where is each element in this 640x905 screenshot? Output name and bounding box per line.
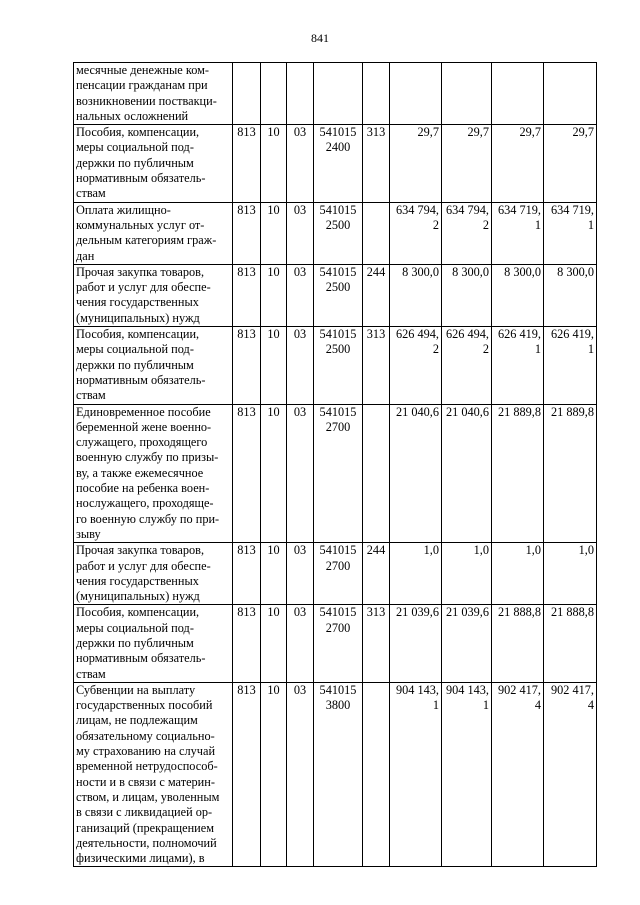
- table-row: [74, 63, 597, 125]
- table-row: [74, 202, 597, 264]
- rz-code-cell: 10: [261, 125, 287, 202]
- csr-code-cell: 541015 2500: [314, 327, 363, 404]
- row-name-cell: Субвенции на выплату государственных пособий лицам, не подлежащим обязательному социально- му страхованию на случай временной нетрудоспособ- ности и в связи с материн- ством, и лицам, уволенным в связи с ликвидацией ор- ганизаций (прекращением деятельности, полномочий физическими лицами), в: [74, 682, 233, 867]
- amount-1-cell: 634 794, 2: [390, 202, 442, 264]
- pr-code-cell: 03: [287, 682, 314, 867]
- amount-1-cell: 626 494, 2: [390, 327, 442, 404]
- row-name-cell: месячные денежные ком- пенсации гражданам при возникновении поствакци- нальных осложнений: [74, 63, 233, 125]
- amount-2-cell: 21 040,6: [442, 404, 492, 543]
- pr-code-cell: 03: [287, 327, 314, 404]
- amount-1-cell: 21 039,6: [390, 605, 442, 682]
- rz-code-cell: 10: [261, 404, 287, 543]
- amount-2-cell: 1,0: [442, 543, 492, 605]
- amount-3-cell: 634 719, 1: [492, 202, 544, 264]
- row-name-cell: Пособия, компенсации, меры социальной под- держки по публичным нормативным обязатель- ствам: [74, 605, 233, 682]
- table-row: [74, 543, 597, 605]
- csr-code-cell: [314, 63, 363, 125]
- vr-code-cell: [363, 404, 390, 543]
- vr-code-cell: 313: [363, 327, 390, 404]
- amount-1-cell: 21 040,6: [390, 404, 442, 543]
- vr-code-cell: 244: [363, 264, 390, 326]
- amount-1-cell: 8 300,0: [390, 264, 442, 326]
- ved-code-cell: 813: [233, 264, 261, 326]
- amount-1-cell: 29,7: [390, 125, 442, 202]
- amount-2-cell: 634 794, 2: [442, 202, 492, 264]
- csr-code-cell: 541015 3800: [314, 682, 363, 867]
- amount-4-cell: [544, 63, 597, 125]
- pr-code-cell: 03: [287, 605, 314, 682]
- csr-code-cell: 541015 2500: [314, 202, 363, 264]
- row-name-cell: Прочая закупка товаров, работ и услуг для обеспе- чения государственных (муниципальных) нужд: [74, 264, 233, 326]
- rz-code-cell: 10: [261, 543, 287, 605]
- ved-code-cell: 813: [233, 404, 261, 543]
- amount-4-cell: 21 888,8: [544, 605, 597, 682]
- amount-4-cell: 634 719, 1: [544, 202, 597, 264]
- page-number: 841: [311, 31, 329, 45]
- vr-code-cell: 313: [363, 605, 390, 682]
- ved-code-cell: 813: [233, 125, 261, 202]
- pr-code-cell: 03: [287, 404, 314, 543]
- table-row: [74, 404, 597, 543]
- amount-1-cell: [390, 63, 442, 125]
- rz-code-cell: 10: [261, 605, 287, 682]
- vr-code-cell: [363, 202, 390, 264]
- row-name-cell: Единовременное пособие беременной жене военно- служащего, проходящего военную службу по призы- ву, а также ежемесячное пособие на ребенка воен- нослужащего, проходяще- го военную службу по при- зыву: [74, 404, 233, 543]
- amount-1-cell: 1,0: [390, 543, 442, 605]
- pr-code-cell: 03: [287, 125, 314, 202]
- budget-table: [73, 62, 597, 867]
- row-name-cell: Оплата жилищно- коммунальных услуг от- дельным категориям граж- дан: [74, 202, 233, 264]
- amount-2-cell: 8 300,0: [442, 264, 492, 326]
- table-row: [74, 327, 597, 404]
- csr-code-cell: 541015 2700: [314, 404, 363, 543]
- amount-3-cell: 902 417, 4: [492, 682, 544, 867]
- amount-3-cell: 21 888,8: [492, 605, 544, 682]
- row-name-cell: Прочая закупка товаров, работ и услуг для обеспе- чения государственных (муниципальных) нужд: [74, 543, 233, 605]
- table-row: [74, 125, 597, 202]
- rz-code-cell: 10: [261, 202, 287, 264]
- amount-3-cell: 626 419, 1: [492, 327, 544, 404]
- csr-code-cell: 541015 2500: [314, 264, 363, 326]
- amount-2-cell: 29,7: [442, 125, 492, 202]
- amount-2-cell: 904 143, 1: [442, 682, 492, 867]
- amount-2-cell: 626 494, 2: [442, 327, 492, 404]
- vr-code-cell: 244: [363, 543, 390, 605]
- amount-4-cell: 626 419, 1: [544, 327, 597, 404]
- table-row: [74, 682, 597, 867]
- ved-code-cell: 813: [233, 543, 261, 605]
- amount-3-cell: 21 889,8: [492, 404, 544, 543]
- table-row: [74, 605, 597, 682]
- amount-3-cell: [492, 63, 544, 125]
- vr-code-cell: 313: [363, 125, 390, 202]
- amount-4-cell: 29,7: [544, 125, 597, 202]
- amount-2-cell: [442, 63, 492, 125]
- pr-code-cell: [287, 63, 314, 125]
- csr-code-cell: 541015 2700: [314, 605, 363, 682]
- rz-code-cell: 10: [261, 327, 287, 404]
- amount-3-cell: 8 300,0: [492, 264, 544, 326]
- amount-3-cell: 1,0: [492, 543, 544, 605]
- amount-4-cell: 902 417, 4: [544, 682, 597, 867]
- ved-code-cell: 813: [233, 605, 261, 682]
- csr-code-cell: 541015 2700: [314, 543, 363, 605]
- vr-code-cell: [363, 682, 390, 867]
- amount-4-cell: 21 889,8: [544, 404, 597, 543]
- csr-code-cell: 541015 2400: [314, 125, 363, 202]
- ved-code-cell: 813: [233, 202, 261, 264]
- pr-code-cell: 03: [287, 202, 314, 264]
- pr-code-cell: 03: [287, 543, 314, 605]
- pr-code-cell: 03: [287, 264, 314, 326]
- rz-code-cell: 10: [261, 264, 287, 326]
- amount-4-cell: 1,0: [544, 543, 597, 605]
- row-name-cell: Пособия, компенсации, меры социальной под- держки по публичным нормативным обязатель- ствам: [74, 125, 233, 202]
- rz-code-cell: [261, 63, 287, 125]
- ved-code-cell: 813: [233, 682, 261, 867]
- amount-4-cell: 8 300,0: [544, 264, 597, 326]
- table-row: [74, 264, 597, 326]
- row-name-cell: Пособия, компенсации, меры социальной под- держки по публичным нормативным обязатель- ствам: [74, 327, 233, 404]
- amount-3-cell: 29,7: [492, 125, 544, 202]
- vr-code-cell: [363, 63, 390, 125]
- amount-2-cell: 21 039,6: [442, 605, 492, 682]
- ved-code-cell: [233, 63, 261, 125]
- rz-code-cell: 10: [261, 682, 287, 867]
- ved-code-cell: 813: [233, 327, 261, 404]
- amount-1-cell: 904 143, 1: [390, 682, 442, 867]
